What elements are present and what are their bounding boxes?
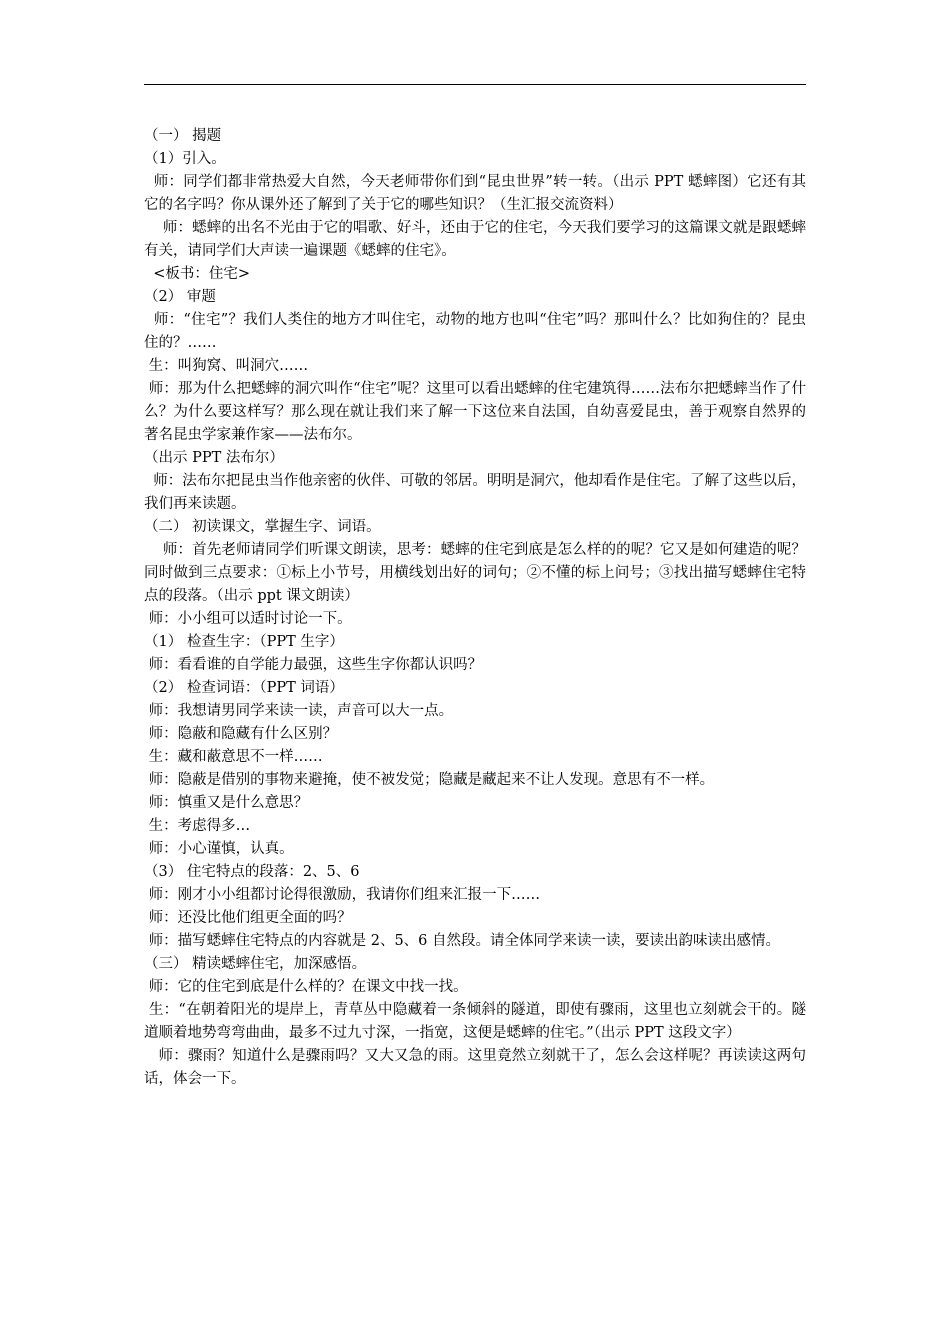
paragraph: 师：首先老师请同学们听课文朗读，思考：蟋蟀的住宅到底是怎么样的的呢？它又是如何建造的呢？同时做到三点要求：①标上小节号，用横线划出好的词句；②不懂的标上问号；③找出描写蟋蟀住宅特点的段落。（出示 ppt 课文朗读） <box>144 542 807 604</box>
paragraph: 生：叫狗窝、叫洞穴…… <box>144 358 309 374</box>
subsection-heading: （1）引入。 <box>144 151 226 167</box>
paragraph: 师：小小组可以适时讨论一下。 <box>144 611 352 627</box>
paragraph: （出示 PPT 法布尔） <box>144 450 284 466</box>
paragraph: 师：慎重又是什么意思？ <box>144 795 309 811</box>
paragraph: 生：“在朝着阳光的堤岸上，青草丛中隐藏着一条倾斜的隧道，即使有骤雨，这里也立刻就会干的。隧道顺着地势弯弯曲曲，最多不过九寸深，一指宽，这便是蟋蟀的住宅。”（出示 PPT 这段文字） <box>144 1002 807 1041</box>
paragraph: 师：隐蔽和隐藏有什么区别？ <box>144 726 338 742</box>
document-body <box>144 125 806 1091</box>
paragraph: 师：骤雨？知道什么是骤雨吗？又大又急的雨。这里竟然立刻就干了，怎么会这样呢？再读读这两句话，体会一下。 <box>144 1048 807 1087</box>
paragraph: 师：法布尔把昆虫当作他亲密的伙伴、可敬的邻居。明明是洞穴，他却看作是住宅。了解了这些以后，我们再来读题。 <box>144 473 806 512</box>
paragraph: 师：刚才小小组都讨论得很激励，我请你们组来汇报一下…… <box>144 887 541 903</box>
paragraph: 师：“住宅”？我们人类住的地方才叫住宅，动物的地方也叫“住宅”吗？那叫什么？比如狗住的？昆虫住的？…… <box>144 312 806 351</box>
paragraph: 师：描写蟋蟀住宅特点的内容就是 2、5、6 自然段。请全体同学来读一读，要读出韵味读出感情。 <box>144 933 780 949</box>
paragraph: 师：我想请男同学来读一读，声音可以大一点。 <box>144 703 454 719</box>
subsection-heading: （1） 检查生字：（PPT 生字） <box>144 634 344 650</box>
paragraph: 师：还没比他们组更全面的吗？ <box>144 910 352 926</box>
paragraph: 师：小心谨慎，认真。 <box>144 841 294 857</box>
paragraph: 师：它的住宅到底是什么样的？在课文中找一找。 <box>144 979 468 995</box>
subsection-heading: （2） 审题 <box>144 289 216 305</box>
paragraph: 生：考虑得多… <box>144 818 251 834</box>
paragraph: 师：同学们都非常热爱大自然，今天老师带你们到“昆虫世界”转一转。（出示 PPT 蟋蟀图）它还有其它的名字吗？你从课外还了解到了关于它的哪些知识？（生汇报交流资料） <box>144 174 807 213</box>
subsection-heading: （2） 检查词语：（PPT 词语） <box>144 680 344 696</box>
subsection-heading: （3） 住宅特点的段落：2、5、6 <box>144 864 360 880</box>
section-heading-1: （一） 揭题 <box>144 128 222 144</box>
section-heading-2: （二） 初读课文，掌握生字、词语。 <box>144 519 381 535</box>
paragraph: 师：那为什么把蟋蟀的洞穴叫作“住宅”呢？这里可以看出蟋蟀的住宅建筑得……法布尔把蟋蟀当作了什么？为什么要这样写？那么现在就让我们来了解一下这位来自法国，自幼喜爱昆虫，善于观察自然界的著名昆虫学家兼作家——法布尔。 <box>144 381 807 443</box>
section-heading-3: （三） 精读蟋蟀住宅，加深感悟。 <box>144 956 367 972</box>
paragraph: 师：隐蔽是借别的事物来避掩，使不被发觉；隐藏是藏起来不让人发现。意思有不一样。 <box>144 772 715 788</box>
paragraph: 师：蟋蟀的出名不光由于它的唱歌、好斗，还由于它的住宅，今天我们要学习的这篇课文就是跟蟋蟀有关，请同学们大声读一遍课题《蟋蟀的住宅》。 <box>144 220 807 259</box>
header-rule <box>144 84 806 85</box>
paragraph: 师：看看谁的自学能力最强，这些生字你都认识吗？ <box>144 657 483 673</box>
paragraph: <板书：住宅> <box>144 266 251 282</box>
paragraph: 生：藏和蔽意思不一样…… <box>144 749 323 765</box>
